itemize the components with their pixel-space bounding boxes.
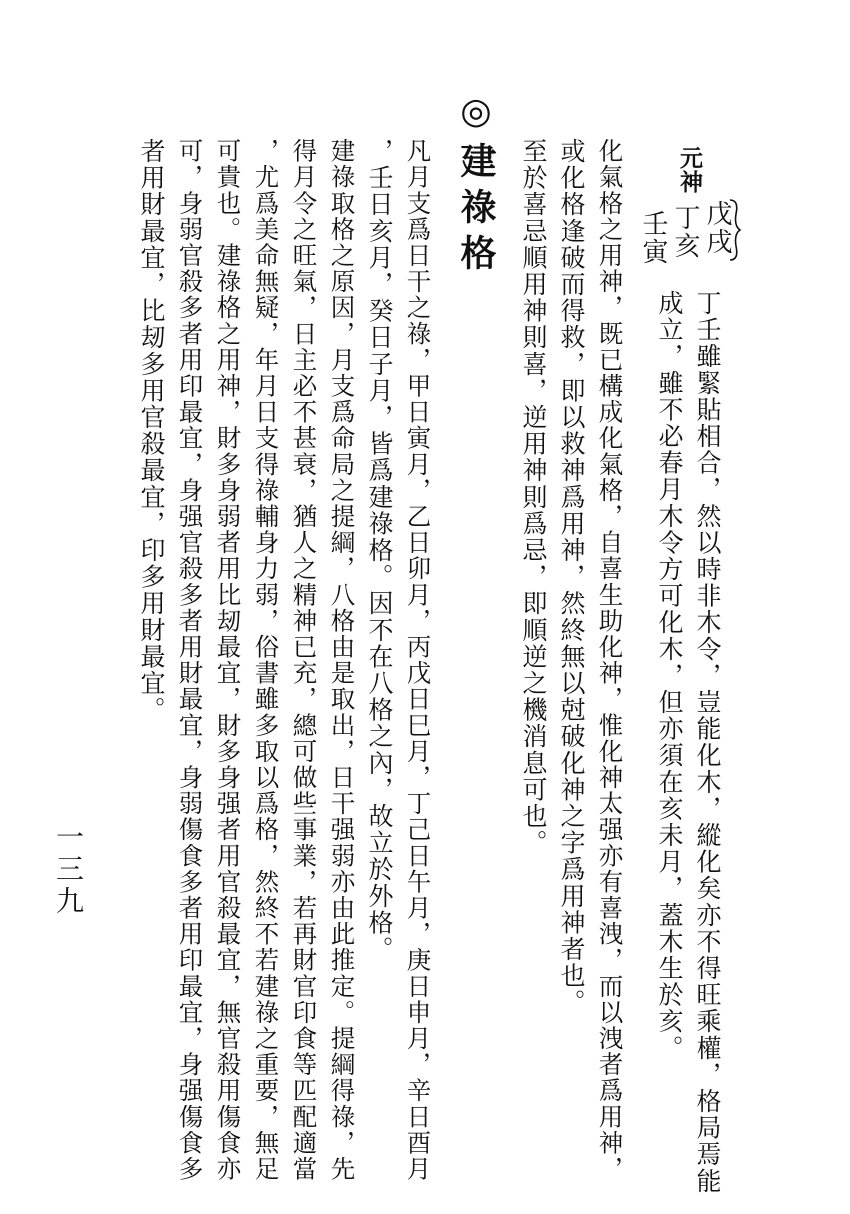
page-number: 一三九: [52, 822, 85, 918]
paragraph-line: 建祿取格之原因，月支爲命局之提綱，八格由是取出，日干强弱亦由此推定。提綱得祿，先: [327, 138, 357, 1182]
paragraph-line: 化氣格之用神，既已構成化氣格，自喜生助化神，惟化神太强亦有喜洩，而以洩者爲用神，: [595, 138, 625, 1182]
section-heading: [455, 90, 497, 280]
commentary-line: 成立，雖不必春月木令方可化木，但亦須在亥未月，蓋木生於亥。: [655, 290, 684, 1062]
chart-month-pillar: 丁亥: [670, 204, 700, 260]
paragraph-line: ，尤爲美命無疑，年月日支得祿輔身力弱，俗書雖多取以爲格，然終不若建祿之重要，無足: [251, 138, 281, 1182]
chart-brace: [728, 198, 742, 262]
paragraph-line: 至於喜忌順用神則喜，逆用神則爲忌，即順逆之機消息可也。: [519, 138, 548, 857]
paragraph-line: 凡月支爲日干之祿，甲日寅月，乙日卯月，丙戊日巳月，丁己日午月，庚日申月，辛日酉月: [403, 138, 433, 1182]
paragraph-line: 者用財最宜，比刼多用官殺最宜，印多用財最宜。: [137, 138, 166, 724]
paragraph-line: 可，身弱官殺多者用印最宜，身强官殺多者用財最宜，身弱傷食多者用印最宜，身强傷食多: [175, 138, 205, 1182]
paragraph-line: 可貴也。建祿格之用神，財多身弱者用比刼最宜，財多身强者用官殺最宜，無官殺用傷食亦: [213, 138, 243, 1182]
chart-hour-pillar: 壬寅: [638, 210, 668, 266]
chart-year-pillar: 戊戌: [702, 200, 732, 256]
section-title: 建祿格: [455, 142, 497, 280]
section-mark-icon: ◎: [455, 90, 497, 142]
chart-label: 元神: [676, 146, 703, 194]
paragraph-line: 或化格逢破而得救，即以救神爲用神，然終無以尅破化神之字爲用神者也。: [557, 138, 586, 1016]
commentary-line: 丁壬雖緊貼相合，然以時非木令，豈能化木，縱化矣亦不得旺乘權，格局焉能: [693, 290, 722, 1195]
paragraph-line: ，壬日亥月，癸日子月，皆爲建祿格。因不在八格之內，故立於外格。: [365, 138, 394, 963]
paragraph-line: 得月令之旺氣，日主必不甚衰，猶人之精神已充，總可做些事業，若再財官印食等匹配適當: [289, 138, 319, 1182]
